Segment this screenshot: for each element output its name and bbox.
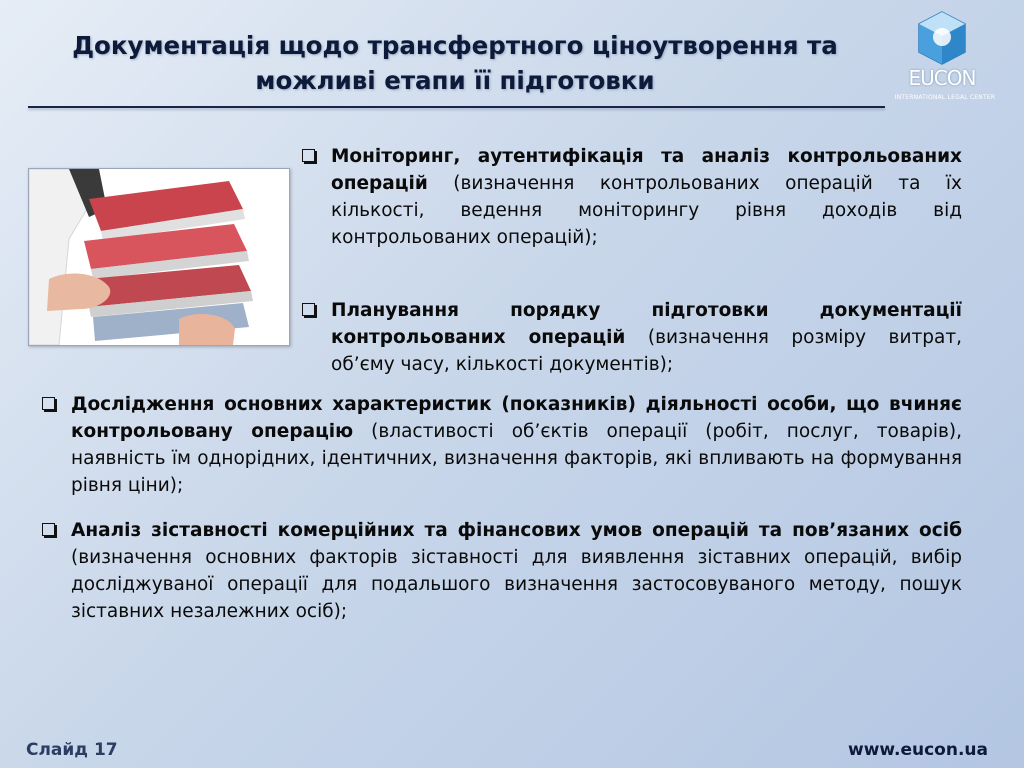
bullet-bold-text: Дослідження основних характеристик (показників) діяльності особи, що вчиняє контрольовану операцію — [71, 394, 962, 442]
bullet-text: (визначення основних факторів зіставності для виявлення зіставних операцій, вибір досліджуваної операції для подальшого визначення застосовуваного методу, пошук зіставних незалежних осіб); — [71, 547, 962, 622]
bullet-item-comparability — [71, 517, 962, 625]
bullet-item-planning — [331, 297, 962, 378]
eucon-logo — [880, 8, 1010, 108]
bullet-item-monitoring — [331, 143, 962, 251]
checkbox-square-icon — [302, 303, 315, 316]
checkbox-square-icon — [42, 523, 55, 536]
website-link[interactable]: www.eucon.ua — [847, 740, 988, 760]
checkbox-square-icon — [302, 149, 315, 162]
slide-number: Слайд 17 — [26, 740, 118, 760]
bullet-bold-text: Моніторинг, аутентифікація та аналіз контрольованих операцій — [331, 146, 962, 194]
slide-title-line-2: можливі етапи її підготовки — [255, 66, 655, 95]
bullet-bold-text: Аналіз зіставності комерційних та фінансових умов операцій та пов’язаних осіб — [71, 520, 962, 541]
title-divider — [28, 106, 885, 108]
checkbox-square-icon — [42, 397, 55, 410]
bullet-text: (визначення контрольованих операцій та їх кількості, ведення моніторингу рівня доходів від контрольованих операцій); — [331, 173, 962, 248]
bullet-text: (визначення розміру витрат, об’єму часу, кількості документів); — [331, 327, 962, 375]
slide-title — [30, 28, 880, 98]
logo-name: EUCON — [908, 66, 976, 90]
slide-title-line-1: Документація щодо трансфертного ціноутворення та — [72, 31, 838, 60]
bullet-item-research — [71, 391, 962, 499]
logo-subtitle: INTERNATIONAL LEGAL CENTER — [894, 94, 996, 101]
cube-logo-icon — [916, 10, 968, 66]
bullet-text: (властивості об’єктів операції (робіт, послуг, товарів), наявність їм однорідних, ідентичних, визначення факторів, які впливають на формування рівня ціни); — [71, 421, 962, 496]
binders-photo — [28, 168, 290, 346]
bullet-bold-text: Планування порядку підготовки документації контрольованих операцій — [331, 300, 962, 348]
